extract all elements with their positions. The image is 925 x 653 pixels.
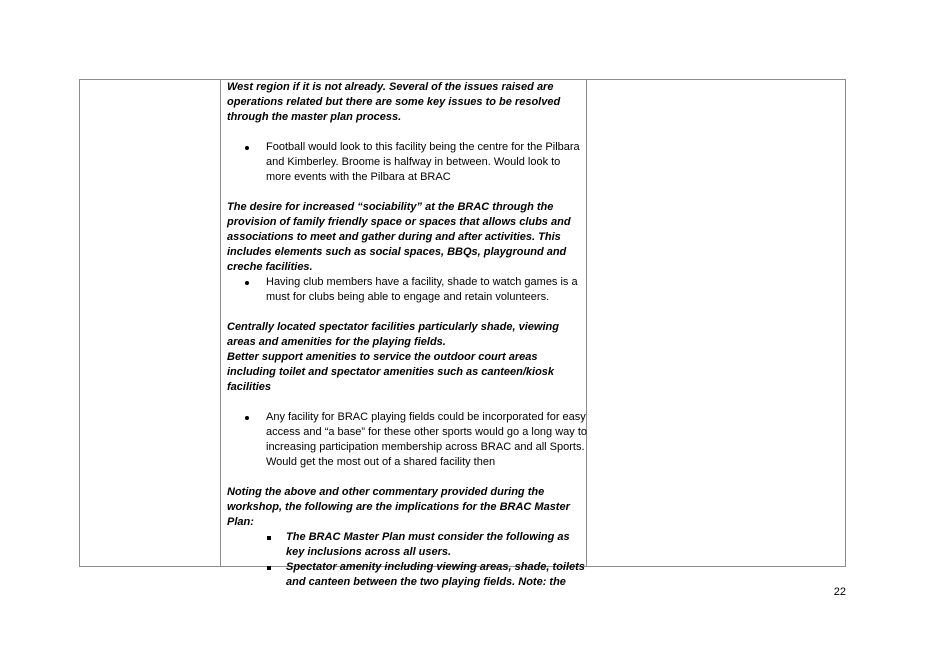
list-item: Football would look to this facility being the centre for the Pilbara and Kimberley. Broome is halfway in between. Would look to more events with the Pilbara at BRAC xyxy=(227,140,587,185)
bullet-list-football xyxy=(227,140,587,185)
content-table xyxy=(79,79,846,588)
list-item: The BRAC Master Plan must consider the following as key inclusions across all users. xyxy=(227,530,587,560)
implications-list xyxy=(227,530,587,590)
spectator-paragraph: Centrally located spectator facilities particularly shade, viewing areas and amenities for the playing fields. xyxy=(227,321,559,348)
list-item: Spectator amenity including viewing areas, shade, toilets and canteen between the two playing fields. Note: the xyxy=(227,560,587,590)
bullet-list-club-members xyxy=(227,275,587,305)
page-number: 22 xyxy=(833,586,846,598)
list-item: Having club members have a facility, shade to watch games is a must for clubs being able to engage and retain volunteers. xyxy=(227,275,587,305)
support-paragraph: Better support amenities to service the outdoor court areas including toilet and spectator amenities such as canteen/kiosk facilities xyxy=(227,351,555,393)
list-item: Any facility for BRAC playing fields could be incorporated for easy access and “a base” for these other sports would go a long way to increasing participation membership across BRAC and all Sports. Would get the most out of a shared facility then xyxy=(227,410,587,470)
noting-paragraph: Noting the above and other commentary provided during the workshop, the following are the implications for the BRAC Master Plan: xyxy=(227,486,570,528)
column-divider-left xyxy=(220,80,221,566)
table-middle-cell xyxy=(227,80,587,590)
intro-paragraph: West region if it is not already. Several of the issues raised are operations related but there are some key issues to be resolved through the master plan process. xyxy=(227,81,561,123)
sociability-paragraph: The desire for increased “sociability” at the BRAC through the provision of family friendly space or spaces that allows clubs and associations to meet and gather during and after activities. This includes elements such as social spaces, BBQs, playground and creche facilities. xyxy=(227,201,571,273)
bullet-list-any-facility xyxy=(227,410,587,470)
